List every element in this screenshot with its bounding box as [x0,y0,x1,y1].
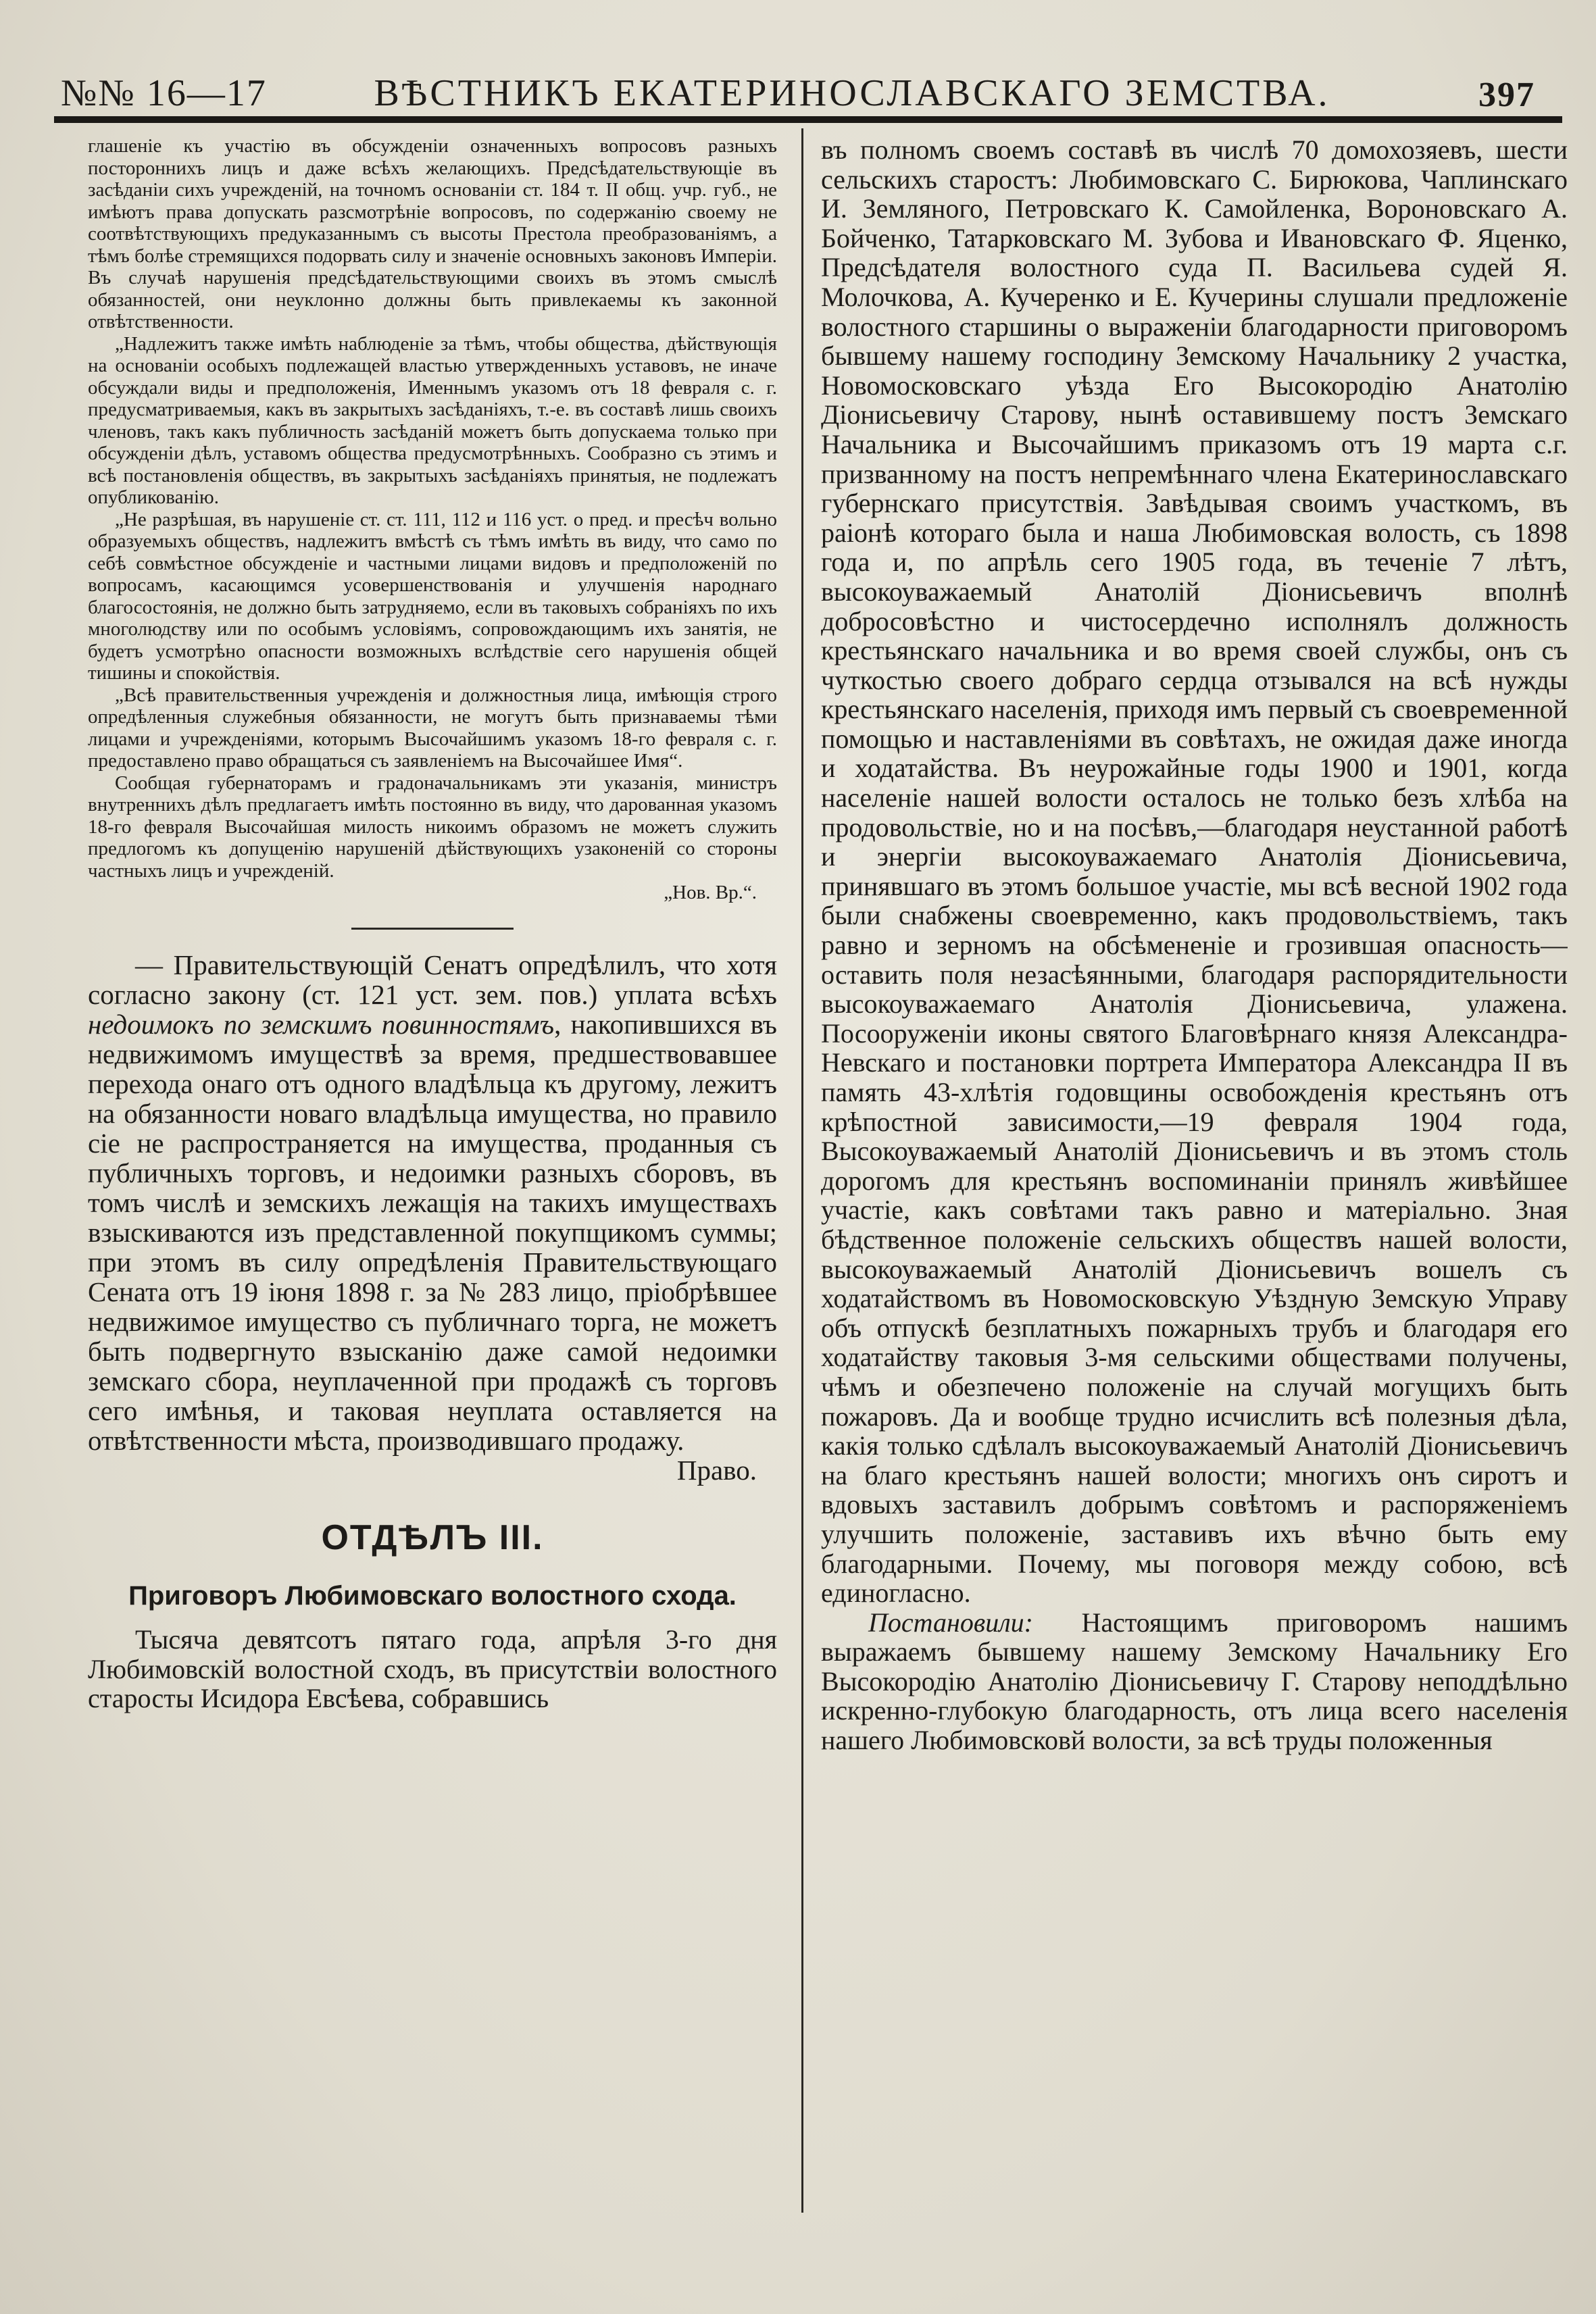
page-number: 397 [1478,76,1535,114]
journal-title: ВѢСТНИКЪ ЕКАТЕРИНОСЛАВСКАГО ЗЕМСТВА. [374,72,1330,114]
senate-article [88,950,777,1455]
resolved-text: Настоящимъ приговоромъ нашимъ выражаемъ бывшему нашему Земскому Начальнику Его Высокородію Анатолію Діонисьевичу Г. Старову неподдѣльно искренно-глубокую благодарность, отъ лица всего населенія нашего Любимовсковй волости, за всѣ труды положенныя [821,1607,1568,1756]
senate-text-start: — Правительствующій Сенатъ опредѣлилъ, что хотя согласно закону (ст. 121 уст. зем. пов.) уплата всѣхъ [88,949,777,1010]
right-column [821,135,1568,2243]
circular-paragraph-1: глашеніе къ участію въ обсужденіи означенныхъ вопросовъ разныхъ постороннихъ лицъ и даже всѣхъ желающихъ. Предсѣдательствующіе въ засѣданіи сихъ учрежденій, на точномъ основаніи ст. 184 т. II общ. учр. губ., не имѣютъ права допускать разсмотрѣніе вопросовъ, по содержанію своему не соотвѣтствующихъ предуказаннымъ съ высоты Престола преобразованіямъ, а тѣмъ болѣе стремящихся подорвать силу и значеніе основныхъ законовъ Имперіи. Въ случаѣ нарушенія предсѣдательствующими своихъ въ этомъ смыслѣ обязанностей, они неуклонно должны быть привлекаемы къ законной отвѣтственности. [88,135,777,332]
source-signature-pravo: Право. [676,1455,757,1486]
section-title: ОТДѢЛЪ III. [321,1518,544,1557]
senate-text-end: , накопившихся въ недвижимомъ имуществѣ за время, предшествовавшее перехода онаго отъ одного владѣльца къ другому, лежитъ на обязанности новаго владѣльца имущества, но правило сіе не распространяется на имущества, проданныя съ публичныхъ торговъ, и недоимки разныхъ сборовъ, въ томъ числѣ и земскихъ лежащія на такихъ имуществахъ взыскиваются изъ представленной покупщикомъ суммы; при этомъ въ силу опредѣленія Правительствующаго Сената отъ 19 іюня 1898 г. за № 283 лицо, пріобрѣвшее недвижимое имущество съ публичнаго торга, не можетъ быть подвергнуто взысканію даже самой недоимки земскаго сбора, неуплаченной при продажѣ съ торговъ сего имѣнья, и таковая неуплата оставляется на отвѣтственности мѣста, производившаго продажу. [88,1009,777,1456]
senate-text-italic: недоимокъ по земскимъ повинностямъ [88,1009,555,1040]
circular-paragraph-3: „Не разрѣшая, въ нарушеніе ст. ст. 111, 112 и 116 уст. о пред. и пресѣч вольно образуемыхъ обществъ, надлежитъ вмѣстѣ съ тѣмъ имѣть въ виду, что само по себѣ совмѣстное обсужденіе и частными лицами видовъ и предположеній по вопросамъ, касающимся усовершенствованія и улучшенія народнаго благосостоянія, не должно быть затрудняемо, если въ таковыхъ собраніяхъ по ихъ многолюдству или по особымъ условіямъ, сопровождающимъ ихъ занятія, не будетъ усмотрѣно опасности возможныхъ вслѣдствіе сего нарушенія общей тишины и спокойствія. [88,508,777,684]
page-header [61,47,1535,115]
article-separator [351,928,514,930]
source-signature-novoe-vremya: „Нов. Вр.“. [664,882,757,903]
left-column [88,135,777,2243]
header-rule [54,116,1562,123]
verdict-body: въ полномъ своемъ составѣ въ числѣ 70 домохозяевъ, шести сельскихъ старостъ: Любимовскаго С. Бирюкова, Чаплинскаго И. Земляного, Петровскаго К. Самойленка, Вороновскаго А. Бойченко, Татарковскаго М. Зубова и Ивановскаго Ф. Яценко, Предсѣдателя волостного суда П. Васильева судей Я. Молочкова, А. Кучеренко и Е. Кучерины слушали предложеніе волостного старшины о выраженіи благодарности приговоромъ бывшему нашему господину Земскому Начальнику 2 участка, Новомосковскаго уѣзда Его Высокородію Анатолію Діонисьевичу Старову, нынѣ оставившему постъ Земскаго Начальника и Высочайшимъ приказомъ отъ 19 марта с.г. призванному на постъ непремѣннаго члена Екатеринославскаго губернскаго присутствія. Завѣдывая своимъ участкомъ, въ раіонѣ котораго была и наша Любимовская волость, съ 1898 года и, по апрѣль сего 1905 года, въ теченіе 7 лѣтъ, высокоуважаемый Анатолій Діонисьевичъ вполнѣ добросовѣстно и чистосердечно исполнялъ должность крестьянскаго начальника и во время своей службы, онъ съ чуткостью своего добраго сердца отзывался на всѣ нужды крестьянскаго населенія, приходя имъ первый съ своевременной помощью и наставленіями въ совѣтахъ, не ожидая даже иногда и ходатайства. Въ неурожайные годы 1900 и 1901, когда населеніе нашей волости осталось не только безъ хлѣба на продовольствіе, но и на посѣвъ,—благодаря неустанной работѣ и энергіи высокоуважаемаго Анатолія Діонисьевича, принявшаго въ этомъ большое участіе, мы всѣ весной 1902 года были снабжены своевременно, какъ продовольствіемъ, такъ равно и зерномъ на обсѣмененіе и грозившая опасность—оставить поля незасѣянными, благодаря распорядительности высокоуважаемаго Анатолія Діонисьевича, улажена. Посооруженіи иконы святого Благовѣрнаго князя Александра-Невскаго и постановки портрета Императора Александра II въ память 43-хлѣтія годовщины освобожденія крестьянъ отъ крѣпостной зависимости,—19 февраля 1904 года, Высокоуважаемый Анатолій Діонисьевичъ и въ этомъ столь дорогомъ для крестьянъ воспоминаніи принялъ живѣйшее участіе, какъ совѣтами такъ равно и матеріально. Зная бѣдственное положеніе сельскихъ обществъ нашей волости, высокоуважаемый Анатолій Діонисьевичъ вошелъ съ ходатайствомъ въ Новомосковскую Уѣздную Земскую Управу объ отпускѣ безплатныхъ пожарныхъ трубъ и благодаря его ходатайству таковыя 3-мя сельскими обществами получены, чѣмъ и обезпечено положеніе на случай могущихъ быть пожаровъ. Да и вообще трудно исчислить всѣ полезныя дѣла, какія только сдѣлалъ высокоуважаемый Анатолій Діонисьевичъ на благо крестьянъ нашей волости; многихъ онъ сиротъ и вдовыхъ заставилъ добрымъ совѣтомъ и распоряженіемъ улучшить положеніе, заставивъ ихъ вѣчно быть ему благодарными. Почему, мы поговоря между собою, всѣ единогласно. [821,135,1568,1609]
resolved-label: Постановили: [868,1607,1033,1638]
verdict-resolution [821,1608,1568,1755]
column-divider [801,128,803,2213]
verdict-opening: Тысяча девятсотъ пятаго года, апрѣля 3-го дня Любимовскій волостной сходъ, въ присутствіи волостного старосты Исидора Евсѣева, собравшись [88,1624,777,1714]
subsection-title: Приговоръ Любимовскаго волостного схода. [128,1581,737,1611]
circular-paragraph-5: Сообщая губернаторамъ и градоначальникамъ эти указанія, министръ внутреннихъ дѣлъ предлагаетъ имѣть постоянно въ виду, что дарованная указомъ 18-го февраля Высочайшая милость никоимъ образомъ не можетъ служить предлогомъ къ допущенію нарушеній дѣйствующихъ узаконеній со стороны частныхъ лицъ и учрежденій. [88,772,777,882]
issue-number: №№ 16—17 [61,72,267,114]
circular-paragraph-2: „Надлежитъ также имѣть наблюденіе за тѣмъ, чтобы общества, дѣйствующія на основаніи особыхъ подлежащей властью утвержденныхъ уставовъ, не иначе обсуждали виды и предположенія, Именнымъ указомъ отъ 18 февраля с. г. предусматриваемыя, какъ въ закрытыхъ засѣданіяхъ, т.-е. въ составѣ лишь своихъ членовъ, такъ какъ публичность засѣданій можетъ быть допускаема только при обсужденіи дѣлъ, уставомъ общества предусмотрѣнныхъ. Сообразно съ этимъ и всѣ постановленія обществъ, въ закрытыхъ засѣданіяхъ принятыя, не подлежатъ опубликованію. [88,332,777,508]
circular-paragraph-4: „Всѣ правительственныя учрежденія и должностныя лица, имѣющія строго опредѣленныя служебныя обязанности, не могутъ быть признаваемы тѣми лицами и учрежденіями, которымъ Высочайшимъ указомъ 18-го февраля с. г. предоставлено право обращаться съ заявленіемъ на Высочайшее Имя“. [88,684,777,772]
